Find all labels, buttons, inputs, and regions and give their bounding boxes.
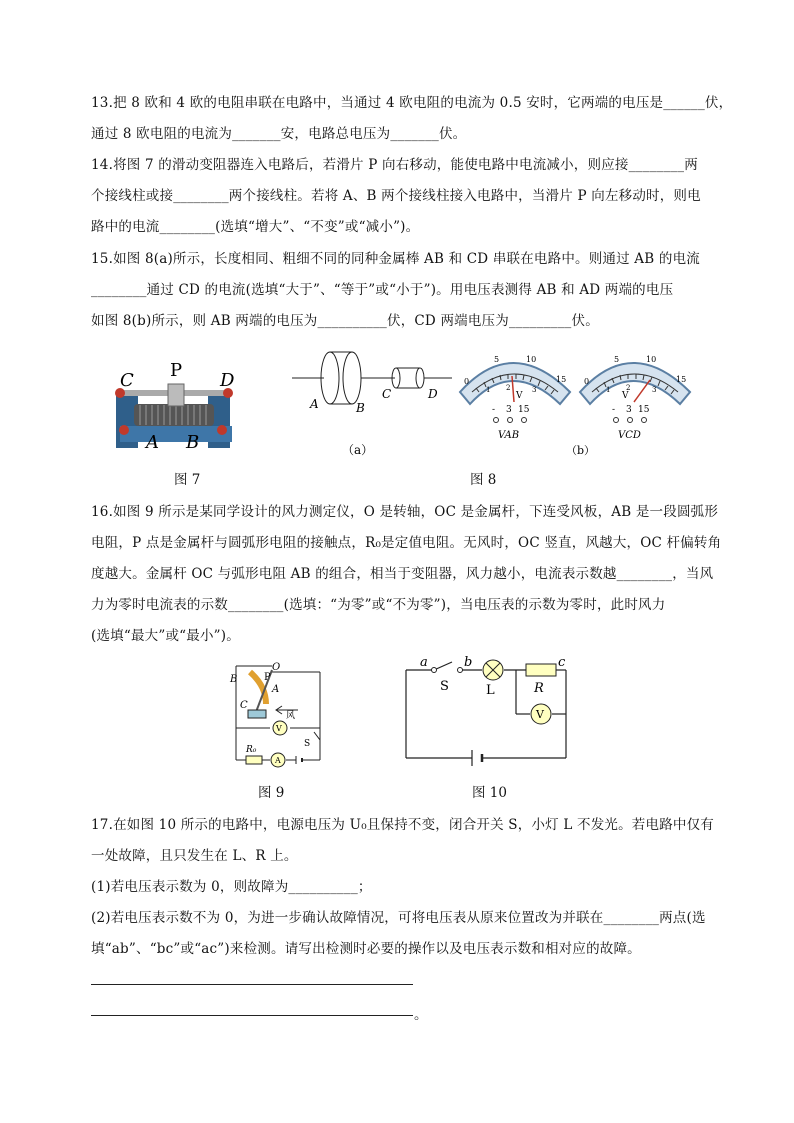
fig9-label-s: S — [304, 739, 311, 749]
q13-line2: 通过 8 欧电阻的电流为_______安，电路总电压为_______伏。 — [91, 126, 467, 142]
fig10-label-s: S — [440, 679, 449, 694]
meter1-tick-5: 5 — [494, 355, 500, 364]
figure-10-circuit — [400, 654, 576, 766]
meter2-terminal-minus: - — [612, 405, 616, 415]
q16-line1: 16.如图 9 所示是某同学设计的风力测定仪，O 是转轴，OC 是金属杆，下连受风板，AB 是一段圆弧形 — [91, 504, 719, 520]
meter2-tick-2: 2 — [626, 384, 631, 392]
figure-8-caption: 图 8 — [470, 472, 497, 488]
answer-line-1[interactable] — [91, 984, 413, 985]
q17-line3: (1)若电压表示数为 0，则故障为__________； — [91, 879, 372, 895]
figure-8a-rods — [292, 346, 452, 458]
figure-7-rheostat — [108, 356, 248, 456]
q14-line3: 路中的电流________(选填“增大”、“不变”或“减小”)。 — [91, 219, 420, 235]
fig10-label-b: b — [464, 655, 473, 670]
rod-ab-right-end — [343, 352, 361, 404]
label-p: P — [170, 360, 183, 381]
meter2-tick-0: 0 — [584, 377, 590, 386]
fig10-voltmeter-letter: V — [536, 708, 544, 721]
meter2-tick-5: 5 — [614, 355, 620, 364]
answer-line-2[interactable] — [91, 1015, 413, 1016]
figure-9-wind-meter — [226, 660, 336, 772]
q14-line2: 个接线柱或接________两个接线柱。若将 A、B 两个接线柱接入电路中，当滑片 P 向左移动时，则电 — [91, 188, 701, 204]
label-d: D — [220, 370, 235, 391]
q15-line1: 15.如图 8(a)所示，长度相同、粗细不同的同种金属棒 AB 和 CD 串联在电路中。则通过 AB 的电流 — [91, 251, 700, 267]
q17-line1: 17.在如图 10 所示的电路中，电源电压为 U₀且保持不变，闭合开关 S，小灯 L 不发光。若电路中仅有 — [91, 817, 714, 833]
fig8-part-a-label: （a） — [342, 443, 374, 457]
q13-line1: 13.把 8 欧和 4 欧的电阻串联在电路中，当通过 4 欧电阻的电流为 0.5 安时，它两端的电压是______伏， — [91, 95, 733, 111]
fig9-label-o: O — [272, 662, 281, 673]
meter1-terminal-minus: - — [492, 405, 496, 415]
fig9-ammeter-letter: A — [275, 756, 281, 765]
meter2-label: VCD — [618, 430, 641, 441]
meter2-tick-3: 3 — [652, 386, 657, 394]
meter2-terminal-15: 15 — [638, 405, 650, 415]
meter1-tick-10: 10 — [526, 355, 537, 364]
fig9-voltmeter-letter: V — [276, 724, 282, 733]
meter1-tick-3: 3 — [532, 386, 537, 394]
meter1-tick-15: 15 — [556, 375, 567, 384]
fig8-label-b: B — [356, 401, 365, 415]
q15-line2: ________通过 CD 的电流(选填“大于”、“等于”或“小于”)。用电压表测得 AB 和 AD 两端的电压 — [91, 282, 674, 298]
q16-line2: 电阻，P 点是金属杆与圆弧形电阻的接触点，R₀是定值电阻。无风时，OC 竖直，风越大，OC 杆偏转角 — [91, 535, 722, 551]
meter2-tick-1: 1 — [606, 386, 611, 394]
fig9-label-p: P — [264, 672, 271, 683]
figure-10-caption: 图 10 — [472, 785, 507, 801]
q17-line5: 填“ab”、“bc”或“ac”)来检测。请写出检测时必要的操作以及电压表示数和相对应的故障。 — [91, 941, 641, 957]
meter1-tick-1: 1 — [486, 386, 491, 394]
resistor-r0 — [246, 756, 262, 764]
q17-line2: 一处故障，且只发生在 L、R 上。 — [91, 848, 298, 864]
meter2-terminal-3: 3 — [626, 405, 632, 415]
needle-cd — [634, 380, 650, 402]
q14-line1: 14.将图 7 的滑动变阻器连入电路后，若滑片 P 向右移动，能使电路中电流减小，则应接________两 — [91, 157, 698, 173]
figure-9-caption: 图 9 — [258, 785, 285, 801]
voltmeter-ab — [460, 355, 570, 441]
fig9-label-a: A — [272, 684, 280, 695]
terminal-b — [217, 425, 227, 435]
figure-8b-voltmeters — [456, 340, 696, 460]
q15-line3: 如图 8(b)所示，则 AB 两端的电压为__________伏，CD 两端电压为_________伏。 — [91, 313, 599, 329]
label-b: B — [186, 432, 200, 453]
meter2-tick-15: 15 — [676, 375, 687, 384]
q16-line3: 度越大。金属杆 OC 与弧形电阻 AB 的组合，相当于变阻器，风力越小，电流表示数越________，当风 — [91, 566, 714, 582]
fig9-label-b: B — [230, 674, 238, 685]
fig8-label-d: D — [428, 387, 438, 401]
terminal-a — [119, 425, 129, 435]
fig10-label-a: a — [420, 655, 428, 670]
label-a: A — [146, 432, 159, 453]
meter2-unit: V — [622, 391, 629, 401]
rheostat-slider — [168, 384, 184, 406]
rheostat-base — [120, 426, 232, 442]
q16-line4: 力为零时电流表的示数________(选填：“为零”或“不为零”)，当电压表的示数为零时，此时风力 — [91, 597, 666, 613]
fig10-label-l: L — [486, 683, 495, 698]
meter1-tick-0: 0 — [464, 377, 470, 386]
meter1-label: VAB — [498, 430, 520, 441]
meter1-terminal-15: 15 — [518, 405, 530, 415]
fig8-label-a: A — [310, 397, 319, 411]
wind-board — [248, 710, 266, 718]
resistor-r — [526, 664, 556, 676]
q17-end-mark: 。 — [414, 1007, 428, 1023]
fig8-part-b-label: （b） — [566, 444, 596, 457]
meter2-tick-10: 10 — [646, 355, 657, 364]
fig10-label-c: c — [558, 655, 566, 670]
figure-7-caption: 图 7 — [174, 472, 201, 488]
fig9-label-wind: 风 — [286, 711, 296, 721]
fig9-label-r0: R₀ — [246, 745, 257, 755]
fig9-label-c: C — [240, 700, 248, 711]
meter1-terminal-3: 3 — [506, 405, 512, 415]
switch-s — [314, 732, 320, 740]
q17-line4: (2)若电压表示数不为 0，为进一步确认故障情况，可将电压表从原来位置改为并联在________两点(选 — [91, 910, 706, 926]
fig10-label-r: R — [534, 681, 544, 696]
q16-line5: (选填“最大”或“最小”)。 — [91, 628, 240, 644]
meter1-unit: V — [516, 391, 523, 401]
label-c: C — [120, 370, 134, 391]
voltmeter-cd — [580, 355, 690, 441]
rod-cd-right-end — [416, 368, 424, 388]
fig8-label-c: C — [382, 387, 392, 401]
meter1-tick-2: 2 — [506, 384, 511, 392]
